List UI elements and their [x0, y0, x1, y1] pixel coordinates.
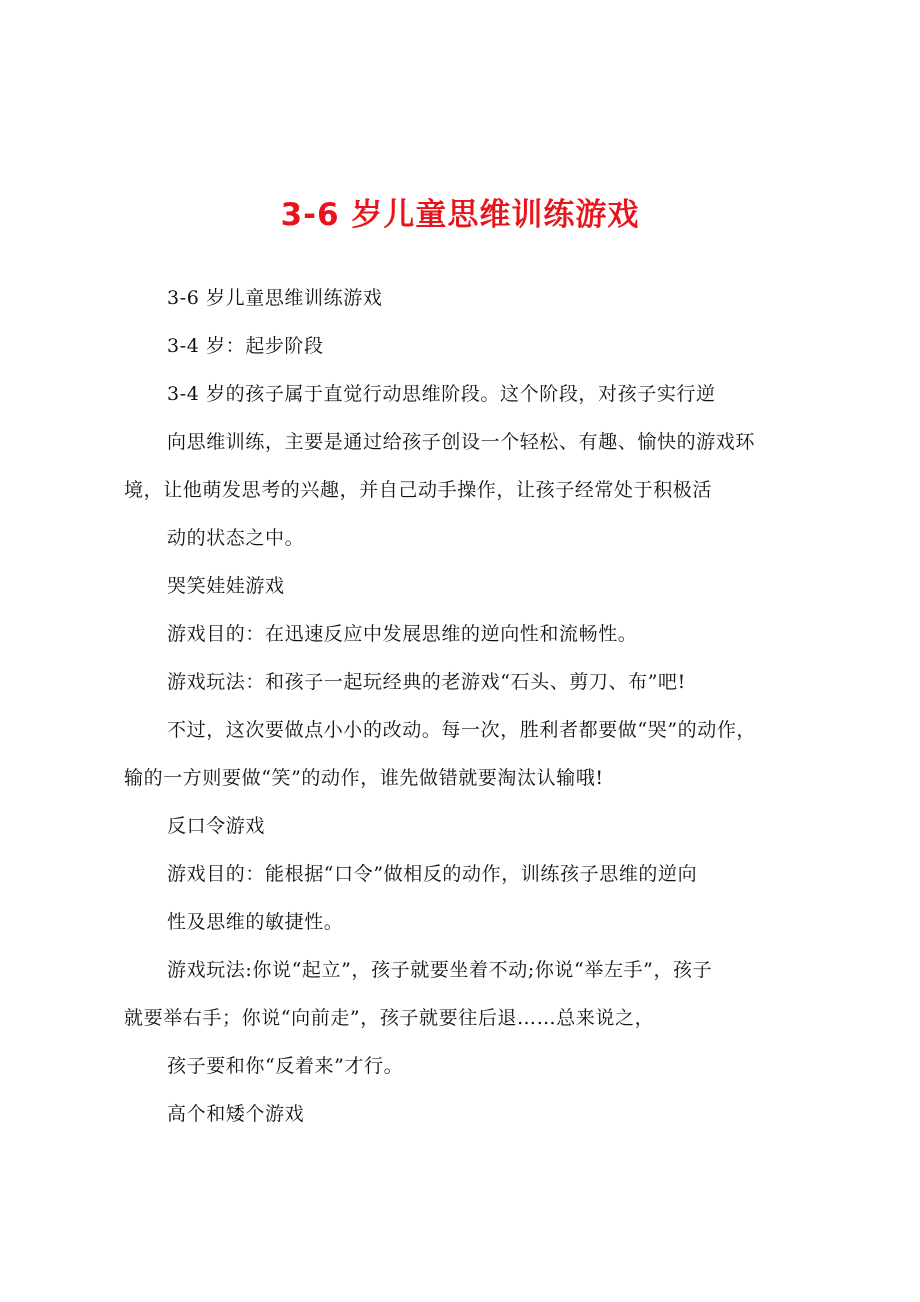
game-heading: 反口令游戏: [167, 815, 266, 837]
paragraph-line: 动的状态之中。: [167, 527, 305, 549]
game-heading: 哭笑娃娃游戏: [167, 575, 285, 597]
paragraph-line: 向思维训练，主要是通过给孩子创设一个轻松、有趣、愉快的游戏环: [167, 431, 756, 453]
paragraph-line: 境，让他萌发思考的兴趣，并自己动手操作，让孩子经常处于积极活: [124, 479, 713, 501]
paragraph-line: 输的一方则要做“笑”的动作，谁先做错就要淘汰认输哦!: [124, 767, 604, 789]
paragraph-line: 不过，这次要做点小小的改动。每一次，胜利者都要做“哭”的动作，: [167, 719, 757, 741]
paragraph-line: 3-6 岁儿童思维训练游戏: [167, 287, 383, 309]
paragraph-line: 游戏玩法：和孩子一起玩经典的老游戏“石头、剪刀、布”吧!: [167, 671, 686, 693]
paragraph-line: 游戏目的：能根据“口令”做相反的动作，训练孩子思维的逆向: [167, 863, 698, 885]
paragraph-line: 就要举右手；你说“向前走”，孩子就要往后退……总来说之，: [124, 1007, 655, 1029]
paragraph-line: 游戏目的：在迅速反应中发展思维的逆向性和流畅性。: [167, 623, 638, 645]
document-title: 3-6 岁儿童思维训练游戏: [280, 197, 640, 233]
paragraph-line: 性及思维的敏捷性。: [167, 911, 344, 933]
paragraph-line: 游戏玩法:你说“起立”，孩子就要坐着不动;你说“举左手”，孩子: [167, 959, 713, 981]
paragraph-line: 3-4 岁的孩子属于直觉行动思维阶段。这个阶段，对孩子实行逆: [167, 383, 716, 405]
paragraph-line: 孩子要和你“反着来”才行。: [167, 1055, 404, 1077]
section-heading: 3-4 岁：起步阶段: [167, 335, 324, 357]
game-heading: 高个和矮个游戏: [167, 1103, 305, 1125]
